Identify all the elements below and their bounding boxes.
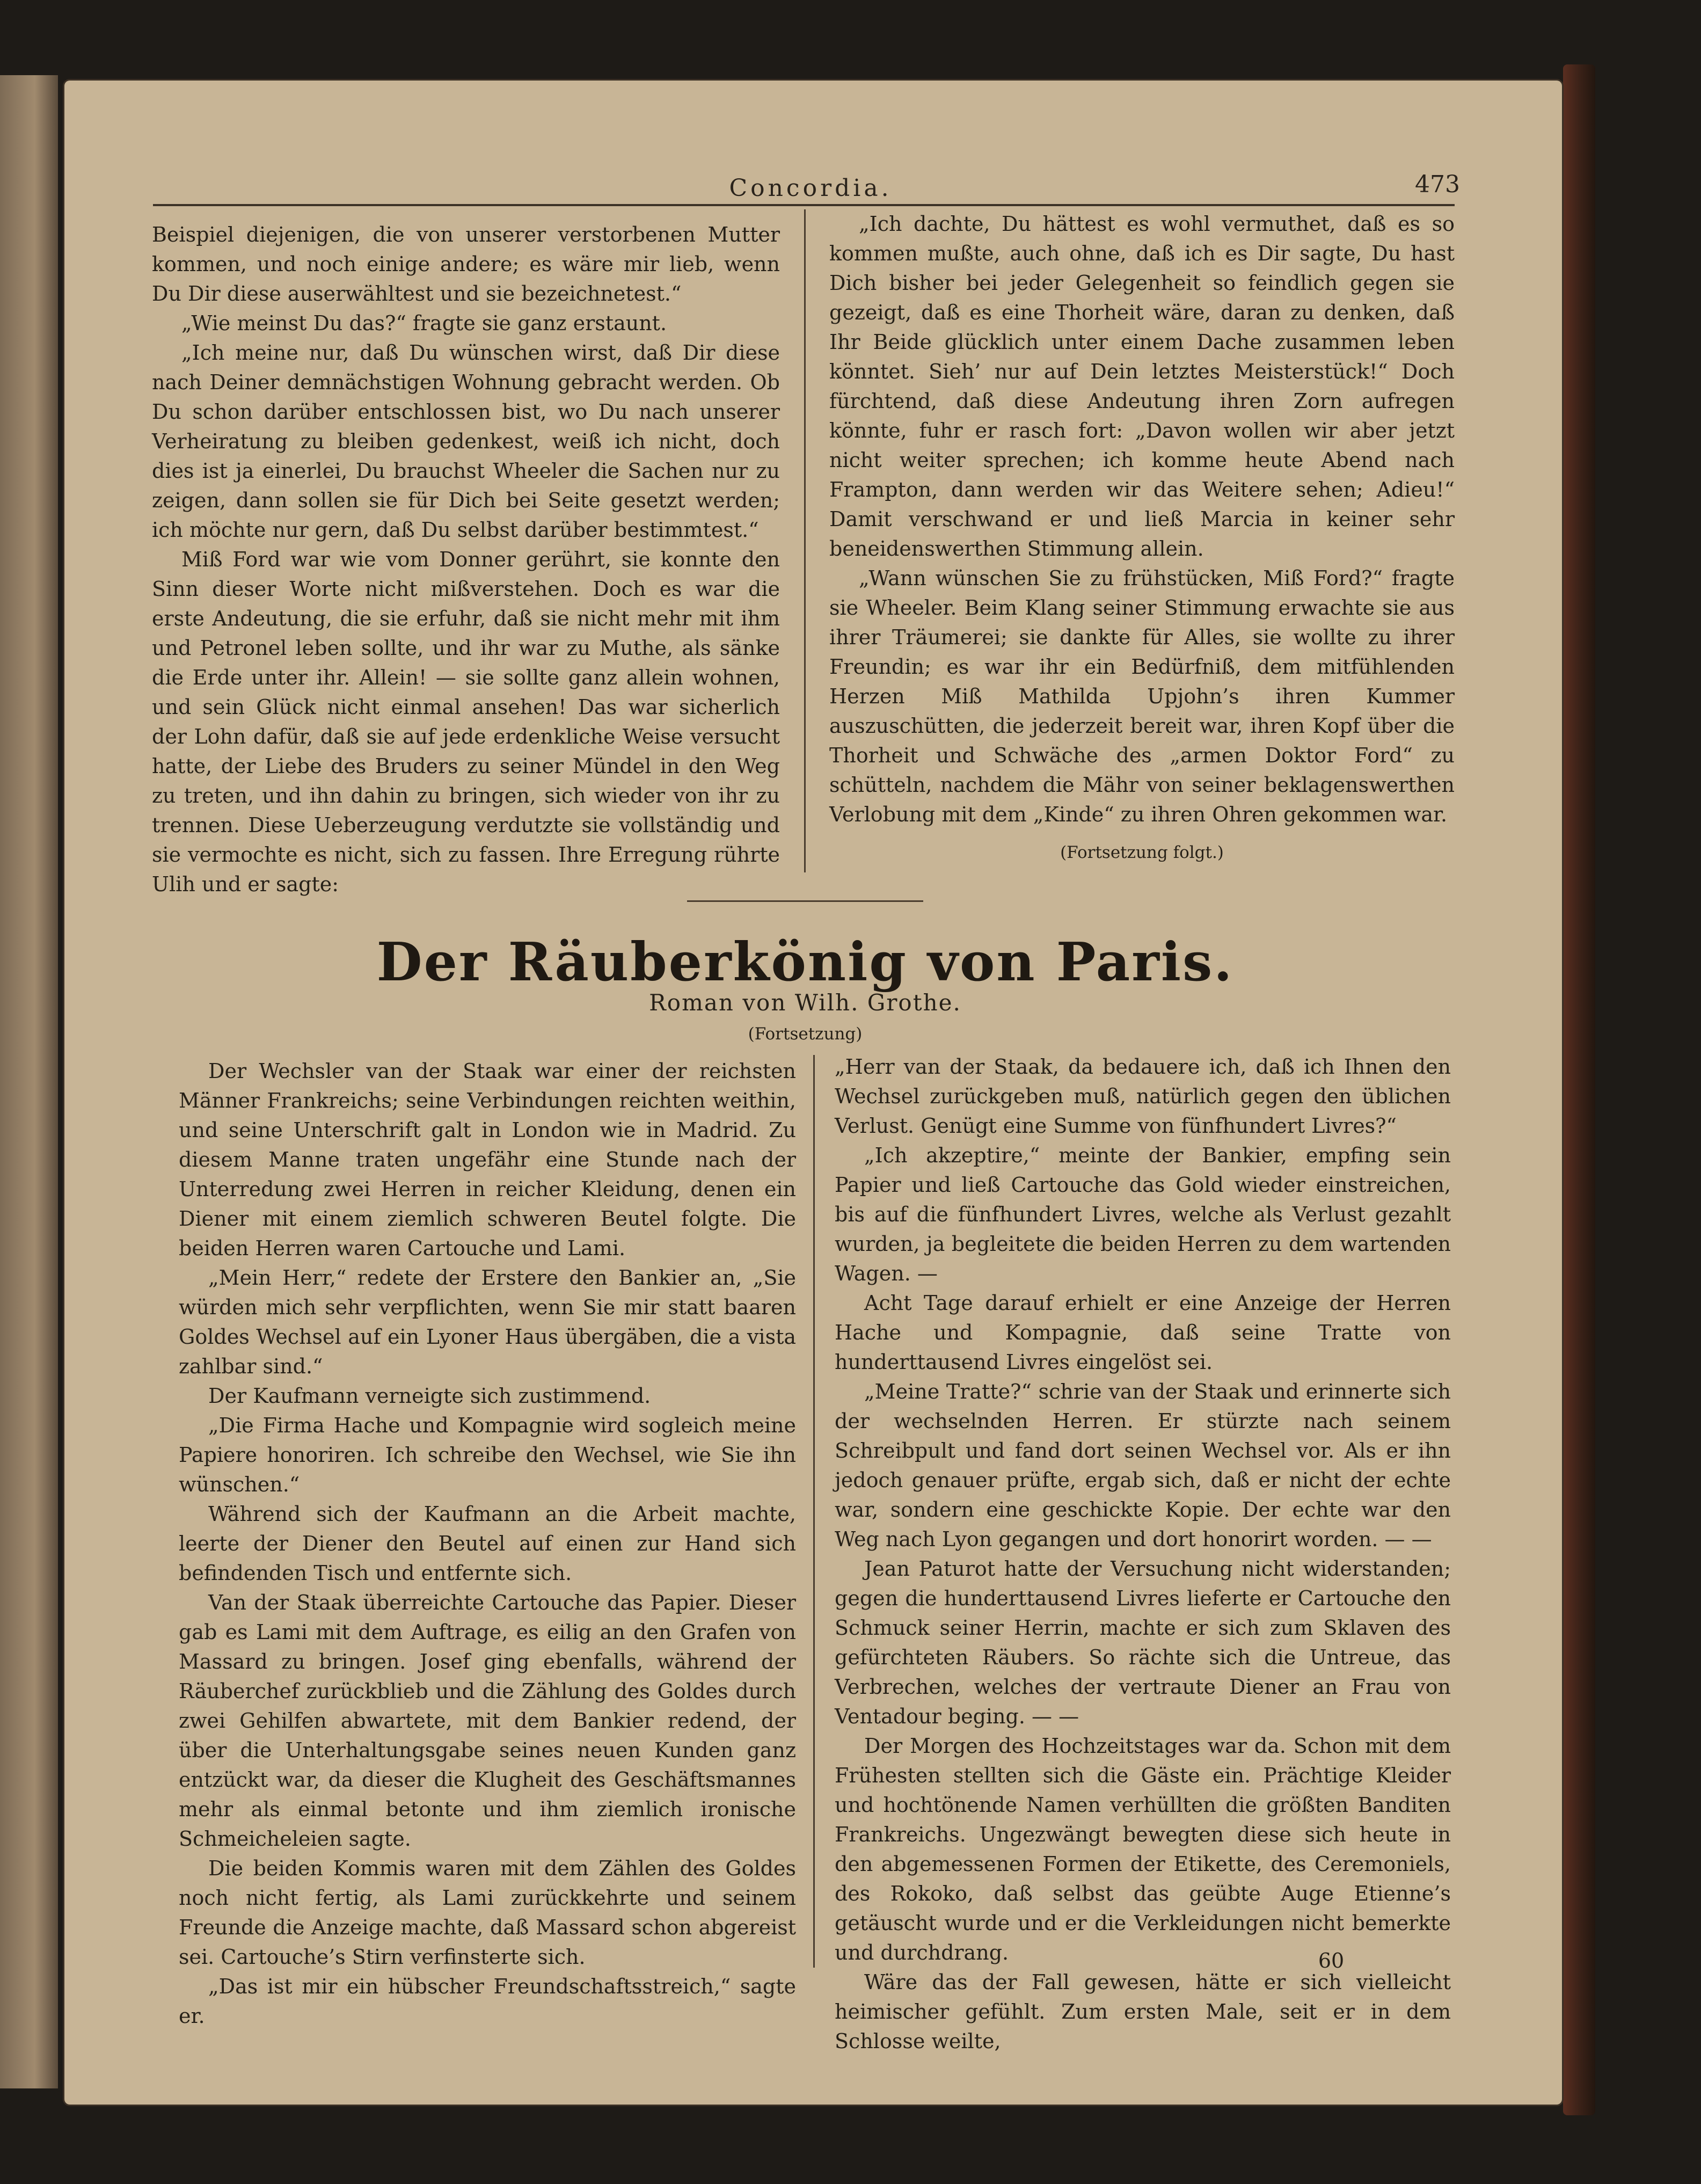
facing-page-edge <box>0 75 58 2088</box>
lower-left-column <box>179 1057 796 2031</box>
signature-mark: 60 <box>1318 1949 1345 1972</box>
paragraph: Jean Paturot hatte der Versuchung nicht widerstanden; gegen die hunderttausend Livres lieferte er Cartouche den Schmuck seiner Herrin, machte er sich zum Sklaven des gefürchteten Räubers. So rächte sich die Untreue, das Verbrechen, welches der vertraute Diener an Frau von Ventadour beging. — — <box>835 1557 1451 1728</box>
paragraph: Der Morgen des Hochzeitstages war da. Schon mit dem Frühesten stellten sich die Gäste ein. Prächtige Kleider und hochtönende Namen verhüllten die größten Banditen Frankreichs. Ungezwängt bewegten diese sich heute in den abgemessenen Formen der Etikette, des Ceremoniels, des Rokoko, daß selbst das geübte Auge Etienne’s getäuscht wurde und er die Verkleidungen nicht bemerkte und durchdrang. <box>835 1734 1451 1964</box>
paragraph: „Wann wünschen Sie zu frühstücken, Miß Ford?“ fragte sie Wheeler. Beim Klang seiner Stimmung erwachte sie aus ihrer Träumerei; sie dankte für Alles, sie wollte zu ihrer Freundin; es war ihr ein Bedürfniß, dem mitfühlenden Herzen Miß Mathilda Upjohn’s ihren Kummer auszuschütten, die jederzeit bereit war, ihren Kopf über die Thorheit und Schwäche des „armen Doktor Ford“ zu schütteln, nachdem die Mähr von seiner beklagenswerthen Verlobung mit dem „Kinde“ zu ihren Ohren gekommen war. <box>829 566 1455 826</box>
column-divider <box>804 209 806 872</box>
paragraph: „Mein Herr,“ redete der Erstere den Bankier an, „Sie würden mich sehr verpflichten, wenn Sie mir statt baaren Goldes Wechsel auf ein Lyoner Haus übergäben, die a vista zahlbar sind.“ <box>179 1266 796 1378</box>
book-spine <box>1563 64 1595 2115</box>
paragraph: Die beiden Kommis waren mit dem Zählen des Goldes noch nicht fertig, als Lami zurückkehrte und seinem Freunde die Anzeige machte, daß Massard schon abgereist sei. Cartouche’s Stirn verfinsterte sich. <box>179 1857 796 1969</box>
paragraph: „Das ist mir ein hübscher Freundschaftsstreich,“ sagte er. <box>179 1975 796 2028</box>
header-rule <box>153 204 1455 206</box>
paragraph: Acht Tage darauf erhielt er eine Anzeige der Herren Hache und Kompagnie, daß seine Tratte von hunderttausend Livres eingelöst sei. <box>835 1291 1451 1374</box>
paragraph: Miß Ford war wie vom Donner gerührt, sie konnte den Sinn dieser Worte nicht mißverstehen. Doch es war die erste Andeutung, die sie erfuhr, daß sie nicht mehr mit ihm und Petronel leben sollte, und ihr war zu Muthe, als sänke die Erde unter ihr. Allein! — sie sollte ganz allein wohnen, und sein Glück nicht einmal ansehen! Das war sicherlich der Lohn dafür, daß sie auf jede erdenkliche Weise versucht hatte, der Liebe des Bruders zu seiner Mündel in den Weg zu treten, und ihn dahin zu bringen, sich wieder von ihr zu trennen. Diese Ueberzeugung verdutzte sie vollständig und sie vermochte es nicht, sich zu fassen. Ihre Erregung rührte Ulih und er sagte: <box>152 548 780 896</box>
paragraph: Während sich der Kaufmann an die Arbeit machte, leerte der Diener den Beutel auf einen zur Hand sich befindenden Tisch und entfernte sich. <box>179 1502 796 1585</box>
continued-note: (Fortsetzung folgt.) <box>1060 843 1224 862</box>
paragraph: Der Kaufmann verneigte sich zustimmend. <box>208 1384 651 1408</box>
paragraph: „Ich dachte, Du hättest es wohl vermuthet, daß es so kommen mußte, auch ohne, daß ich es Dir sagte, Du hast Dich bisher bei jeder Gelegenheit so feindlich gegen sie gezeigt, daß es eine Thorheit wäre, daran zu denken, daß Ihr Beide glücklich unter einem Dache zusammen leben könntet. Sieh’ nur auf Dein letztes Meisterstück!“ Doch fürchtend, daß diese Andeutung ihren Zorn aufregen könnte, fuhr er rasch fort: „Davon wollen wir aber jetzt nicht weiter sprechen; ich komme heute Abend nach Frampton, dann werden wir das Weitere sehen; Adieu!“ Damit verschwand er und ließ Marcia in keiner sehr beneidenswerthen Stimmung allein. <box>829 212 1455 560</box>
paragraph: Beispiel diejenigen, die von unserer verstorbenen Mutter kommen, und noch einige andere; es wäre mir lieb, wenn Du Dir diese auserwähltest und sie bezeichnetest.“ <box>152 223 780 305</box>
paragraph: „Ich akzeptire,“ meinte der Bankier, empfing sein Papier und ließ Cartouche das Gold wieder einstreichen, bis auf die fünfhundert Livres, welche als Verlust gezahlt wurden, ja begleitete die beiden Herren zu dem wartenden Wagen. — <box>835 1144 1451 1285</box>
column-divider <box>813 1055 815 1968</box>
lower-right-column <box>835 1052 1451 2056</box>
upper-left-column <box>152 220 780 899</box>
paragraph: Van der Staak überreichte Cartouche das Papier. Dieser gab es Lami mit dem Auftrage, es eilig an den Grafen von Massard zu bringen. Josef ging ebenfalls, während der Räuberchef zurückblieb und die Zählung des Goldes durch zwei Gehilfen abwartete, mit dem Bankier redend, der über die Unterhaltungsgabe seines neuen Kunden ganz entzückt war, da dieser die Klugheit des Geschäftsmannes mehr als einmal betonte und ihm ziemlich ironische Schmeicheleien sagte. <box>179 1591 796 1851</box>
paragraph: Der Wechsler van der Staak war einer der reichsten Männer Frankreichs; seine Verbindungen reichten weithin, und seine Unterschrift galt in London wie in Madrid. Zu diesem Manne traten ungefähr eine Stunde nach der Unterredung zwei Herren in reicher Kleidung, denen ein Diener mit einem ziemlich schweren Beutel folgte. Die beiden Herren waren Cartouche und Lami. <box>179 1059 796 1260</box>
story-continuation: (Fortsetzung) <box>748 1024 863 1044</box>
paragraph: „Die Firma Hache und Kompagnie wird sogleich meine Papiere honoriren. Ich schreibe den Wechsel, wie Sie ihn wünschen.“ <box>179 1414 796 1496</box>
running-header-title: Concordia. <box>729 174 892 202</box>
paragraph: „Ich meine nur, daß Du wünschen wirst, daß Dir diese nach Deiner demnächstigen Wohnung gebracht werden. Ob Du schon darüber entschlossen bist, wo Du nach unserer Verheiratung zu bleiben gedenkest, weiß ich nicht, doch dies ist ja einerlei, Du brauchst Wheeler die Sachen nur zu zeigen, dann sollen sie für Dich bei Seite gesetzt werden; ich möchte nur gern, daß Du selbst darüber bestimmtest.“ <box>152 341 780 542</box>
paragraph: „Herr van der Staak, da bedauere ich, daß ich Ihnen den Wechsel zurückgeben muß, natürlich gegen den üblichen Verlust. Genügt eine Summe von fünfhundert Livres?“ <box>835 1055 1451 1138</box>
story-subtitle: Roman von Wilh. Grothe. <box>649 989 961 1016</box>
story-title: Der Räuberkönig von Paris. <box>376 931 1234 993</box>
paragraph: Wäre das der Fall gewesen, hätte er sich vielleicht heimischer gefühlt. Zum ersten Male, seit er in dem Schlosse weilte, <box>835 1970 1451 2053</box>
page-number: 473 <box>1415 171 1460 198</box>
paragraph: „Meine Tratte?“ schrie van der Staak und erinnerte sich der wechselnden Herren. Er stürzte nach seinem Schreibpult und fand dort seinen Wechsel vor. Als er ihn jedoch genauer prüfte, ergab sich, daß er nicht der echte war, sondern eine geschickte Kopie. Der echte war den Weg nach Lyon gegangen und dort honorirt worden. — — <box>835 1380 1451 1551</box>
paragraph: „Wie meinst Du das?“ fragte sie ganz erstaunt. <box>181 311 667 335</box>
upper-right-column <box>829 209 1455 868</box>
section-rule <box>687 900 923 902</box>
